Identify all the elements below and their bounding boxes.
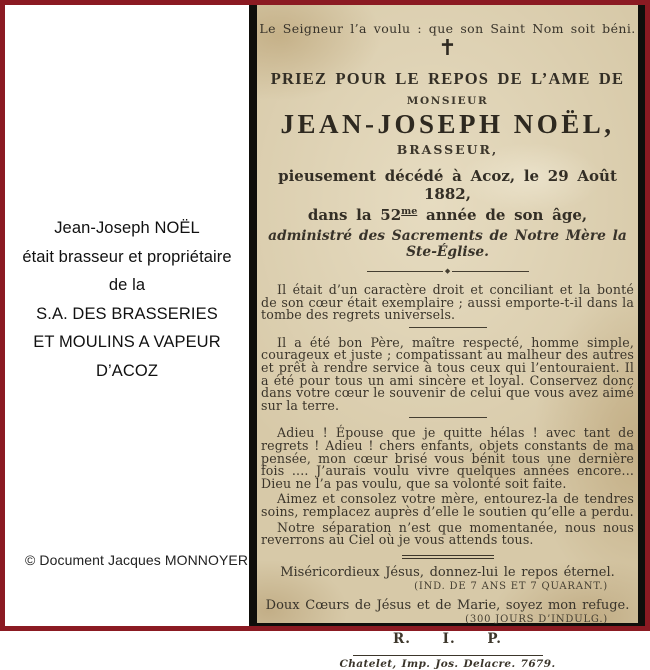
age-superscript: me <box>401 206 418 217</box>
eulogy-paragraph-2: Il a été bon Père, maître respecté, homme simple, courageux et juste ; compatissant au malheur des autres et prêt à rendre service à tous ceux qui l’entouraient. Il a été pour tous un ami sincère et loyal. Conservez donc dans votre cœur le souvenir de celui que vous avez aimé sur la terre. <box>261 334 634 413</box>
caption-line-name: Jean-Joseph NOËL <box>54 219 200 237</box>
profession-line: BRASSEUR, <box>396 142 499 157</box>
caption-line-of: de la <box>108 276 146 294</box>
prayer-line-2: Doux Cœurs de Jésus et de Marie, soyez mon refuge. <box>265 597 630 613</box>
double-rule <box>402 555 494 559</box>
deceased-name: JEAN-JOSEPH NOËL, <box>280 109 615 139</box>
indulgence-note-2: (300 JOURS D’INDULG.) <box>465 613 608 625</box>
section-rule-2 <box>409 417 487 418</box>
caption-line-company-1: S.A. DES BRASSERIES <box>36 304 218 323</box>
cross-icon: ✝ <box>438 36 457 61</box>
invocation-line: Le Seigneur l’a voulu : que son Saint Nom soit béni. <box>259 21 636 36</box>
sacraments-line: administré des Sacrements de Notre Mère la Ste-Église. <box>268 228 627 260</box>
age-line <box>257 206 638 224</box>
eulogy-paragraph-4: Aimez et consolez votre mère, entourez-la de tendres soins, remplacez auprès d’elle le soutien qu’elle a perdu. <box>261 491 634 519</box>
diamond-ornament: ◆ <box>444 267 451 275</box>
memorial-card <box>249 5 645 670</box>
eulogy-paragraph-5: Notre séparation n’est que momentanée, nous nous reverrons au Ciel où je vous attends tous. <box>261 519 634 548</box>
document-credit: © Document Jacques MONNOYER <box>25 552 249 568</box>
section-rule-1 <box>409 327 487 328</box>
eulogy-paragraph-1: Il était d’un caractère droit et conciliant et la bonté de son cœur était exemplaire ; aussi emporte-t-il dans la tombe des regrets universels. <box>261 282 634 323</box>
printer-credit: Chatelet, Imp. Jos. Delacre. 7679. <box>339 657 556 670</box>
prayer-line-1: Miséricordieux Jésus, donnez-lui le repos éternel. <box>280 564 615 580</box>
indulgence-note-1: (IND. DE 7 ANS ET 7 QUARANT.) <box>414 580 608 592</box>
ornament-divider <box>367 268 529 275</box>
monsieur-label: MONSIEUR <box>406 95 489 107</box>
eulogy-paragraph-3: Adieu ! Épouse que je quitte hélas ! avec tant de regrets ! Adieu ! chers enfants, objets constants de ma pensée, mon cœur brisé vous bénit tous une dernière fois .... J’aurais voulu vivre quelques années encore... Dieu ne l’a pas voulu, que sa volonté soit faite. <box>261 425 634 491</box>
pray-header: PRIEZ POUR LE REPOS DE L’AME DE <box>270 69 625 88</box>
footer-rule <box>353 655 543 656</box>
caption-line-role: était brasseur et propriétaire <box>22 247 232 266</box>
caption-line-place: D’ACOZ <box>95 361 159 380</box>
age-prefix: dans la 52 <box>307 206 402 224</box>
rip-line: R. I. P. <box>393 630 502 647</box>
caption-line-company-2: ET MOULINS A VAPEUR <box>33 333 221 351</box>
death-date-line: pieusement décédé à Acoz, le 29 Août 1882, <box>278 167 617 203</box>
caption-block <box>5 214 249 385</box>
annotation-panel <box>5 5 249 626</box>
age-suffix: année de son âge, <box>417 206 588 224</box>
